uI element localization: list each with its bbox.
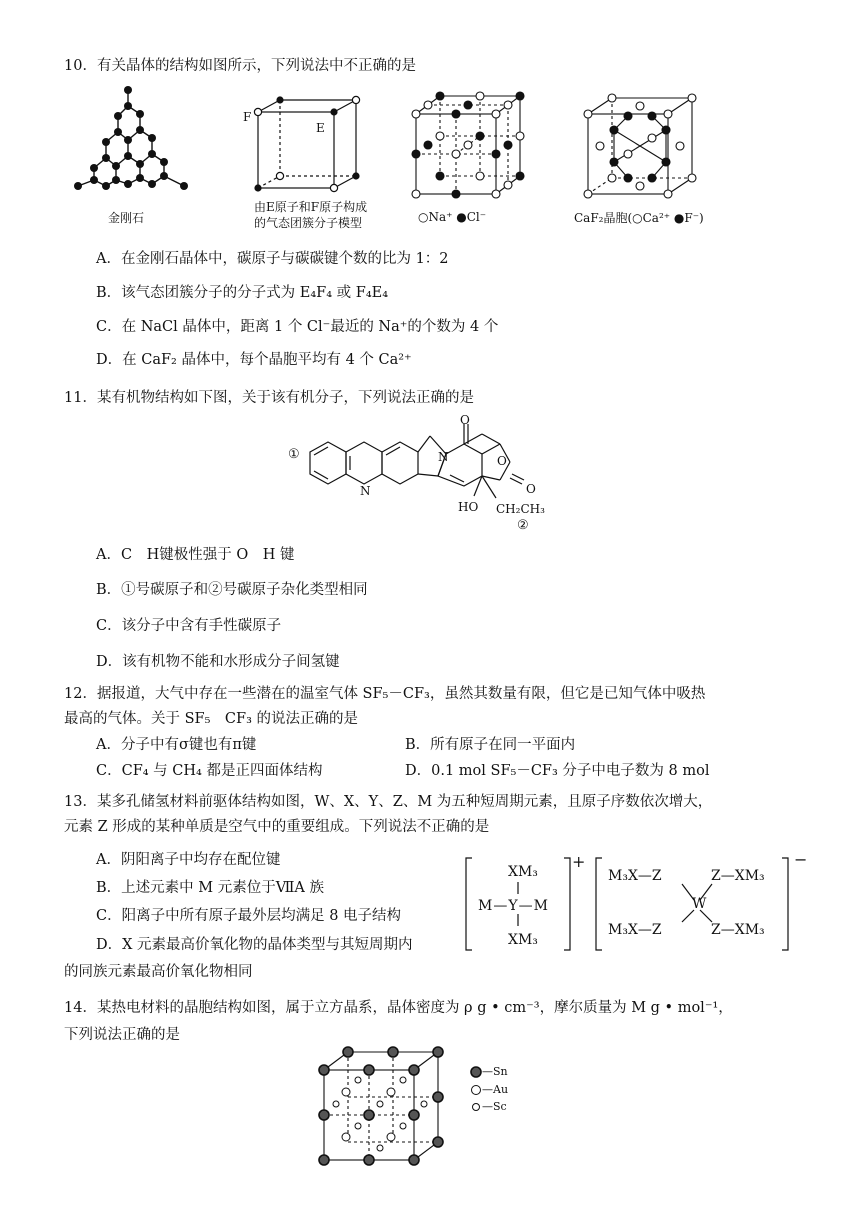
- q14-stem-line1: 14．某热电材料的晶胞结构如图，属于立方晶系，晶体密度为 ρ g • cm⁻³，摩尔质量为 M g • mol⁻¹，: [64, 1000, 733, 1016]
- q13-option-b: B．上述元素中 M 元素位于ⅦA 族: [96, 880, 325, 896]
- legend-sn: —Sn: [482, 1065, 508, 1078]
- q11-option-c: C．该分子中含有手性碳原子: [96, 618, 282, 634]
- legend-au: —Au: [482, 1083, 509, 1096]
- q13-stem-line2: 元素 Z 形成的某种单质是空气中的重要组成。下列说法不正确的是: [64, 819, 490, 835]
- mol-label-n2: N: [438, 450, 449, 464]
- nacl-caption: ○Na⁺ ●Cl⁻: [418, 210, 487, 224]
- mol-label-n1: N: [360, 484, 371, 498]
- q13-option-d: D．X 元素最高价氧化物的晶体类型与其短周期内: [96, 937, 413, 953]
- q12-option-c: C．CF₄ 与 CH₄ 都是正四面体结构: [96, 763, 323, 779]
- cation-bottom-group: XM₃: [508, 932, 538, 948]
- q14-stem-line2: 下列说法正确的是: [64, 1027, 180, 1043]
- cluster-caption-line1: 由E原子和F原子构成: [254, 200, 368, 214]
- q12-stem-line2: 最高的气体。关于 SF₅ CF₃ 的说法正确的是: [64, 711, 358, 727]
- q10-option-b: B．该气态团簇分子的分子式为 E₄F₄ 或 F₄E₄: [96, 285, 389, 301]
- mol-label-o-ring: O: [497, 454, 507, 468]
- q12-stem-line1: 12．据报道，大气中存在一些潜在的温室气体 SF₅－CF₃，虽然其数量有限，但它是已知气体中吸热: [64, 686, 706, 702]
- thermoelectric-crystal-figure: [318, 1048, 452, 1166]
- anion-charge: −: [794, 850, 808, 869]
- cation-top-group: XM₃: [508, 864, 538, 880]
- caf2-caption: CaF₂晶胞(○Ca²⁺ ●F⁻): [574, 211, 704, 225]
- q10-stem: 10．有关晶体的结构如图所示，下列说法中不正确的是: [64, 58, 416, 74]
- q12-option-d: D．0.1 mol SF₅－CF₃ 分子中电子数为 8 mol: [405, 763, 710, 779]
- q11-option-d: D．该有机物不能和水形成分子间氢键: [96, 654, 340, 670]
- mol-label-ho: HO: [458, 500, 479, 514]
- legend-sc: —Sc: [482, 1100, 507, 1113]
- cluster-molecule-figure: [244, 94, 364, 204]
- cation-middle-row: M—Y—M: [478, 898, 549, 914]
- q11-option-a: A．C H键极性强于 O H 键: [96, 547, 295, 563]
- mol-label-o-top: O: [460, 413, 470, 427]
- q13-option-a: A．阴阳离子中均存在配位键: [96, 852, 281, 868]
- q12-option-b: B．所有原子在同一平面内: [405, 737, 576, 753]
- q12-option-a: A．分子中有σ键也有π键: [96, 737, 257, 753]
- anion-lower-left: M₃X—Z: [608, 922, 662, 938]
- q13-option-c: C．阳离子中所有原子最外层均满足 8 电子结构: [96, 908, 402, 924]
- q10-option-c: C．在 NaCl 晶体中，距离 1 个 Cl⁻最近的 Na⁺的个数为 4 个: [96, 319, 499, 335]
- q11-stem: 11．某有机物结构如下图，关于该有机分子，下列说法正确的是: [64, 390, 474, 406]
- cluster-label-e: E: [316, 121, 325, 135]
- cation-charge: +: [572, 852, 586, 871]
- diamond-structure-figure: [72, 86, 202, 196]
- mol-label-o-right: O: [526, 482, 536, 496]
- q10-option-d: D．在 CaF₂ 晶体中，每个晶胞平均有 4 个 Ca²⁺: [96, 352, 412, 368]
- cluster-caption-line2: 的气态团簇分子模型: [254, 216, 363, 230]
- mol-label-1: ①: [288, 447, 300, 462]
- anion-upper-left: M₃X—Z: [608, 868, 662, 884]
- q10-option-a: A．在金刚石晶体中，碳原子与碳碳键个数的比为 1：2: [96, 251, 449, 267]
- mol-label-ethyl: CH₂CH₃: [496, 502, 545, 516]
- nacl-crystal-figure: [410, 90, 525, 200]
- anion-lower-right: Z—XM₃: [711, 922, 765, 938]
- q13-stem-line1: 13．某多孔储氢材料前驱体结构如图，W、X、Y、Z、M 为五种短周期元素，且原子序数依次增大，: [64, 794, 713, 810]
- anion-center-atom: W: [692, 896, 707, 912]
- cluster-label-f: F: [243, 110, 252, 124]
- anion-upper-right: Z—XM₃: [711, 868, 765, 884]
- q11-option-b: B．①号碳原子和②号碳原子杂化类型相同: [96, 582, 368, 598]
- q13-option-d-continued: 的同族元素最高价氧化物相同: [64, 964, 253, 980]
- mol-label-2: ②: [517, 518, 529, 533]
- caf2-crystal-figure: [584, 94, 699, 199]
- diamond-caption: 金刚石: [108, 211, 145, 225]
